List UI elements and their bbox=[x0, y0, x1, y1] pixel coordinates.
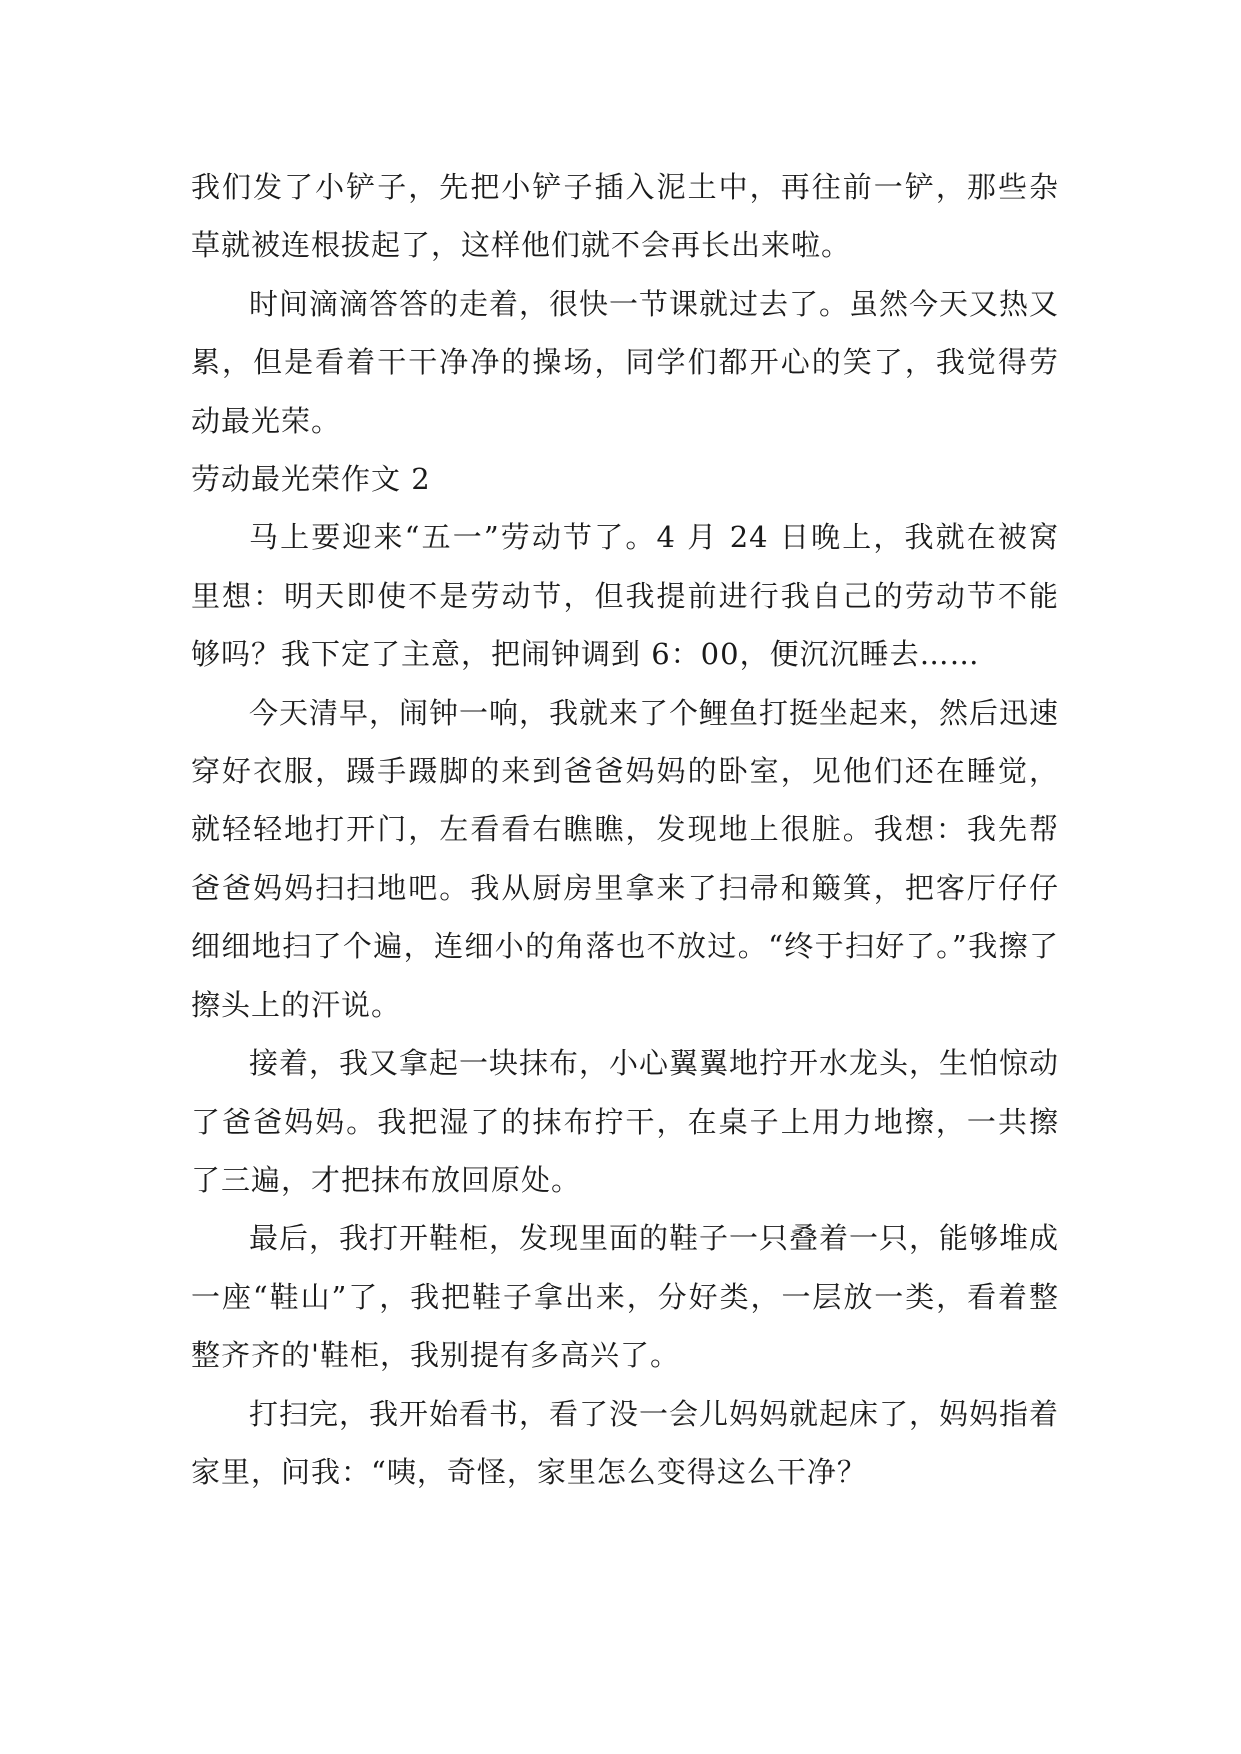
document-body bbox=[191, 158, 1059, 1501]
paragraph: 时间滴滴答答的走着，很快一节课就过去了。虽然今天又热又累，但是看着干干净净的操场，同学们都开心的笑了，我觉得劳动最光荣。 bbox=[191, 286, 1060, 438]
essay-heading: 劳动最光荣作文 2 bbox=[191, 462, 431, 497]
paragraph-continued: 我们发了小铲子，先把小铲子插入泥土中，再往前一铲，那些杂草就被连根拔起了，这样他们就不会再长出来啦。 bbox=[191, 170, 1059, 263]
paragraph: 接着，我又拿起一块抹布，小心翼翼地拧开水龙头，生怕惊动了爸爸妈妈。我把湿了的抹布拧干，在桌子上用力地擦，一共擦了三遍，才把抹布放回原处。 bbox=[191, 1046, 1060, 1197]
paragraph: 今天清早，闹钟一响，我就来了个鲤鱼打挺坐起来，然后迅速穿好衣服，蹑手蹑脚的来到爸爸妈妈的卧室，见他们还在睡觉，就轻轻地打开门，左看看右瞧瞧，发现地上很脏。我想：我先帮爸爸妈妈扫扫地吧。我从厨房里拿来了扫帚和簸箕，把客厅仔仔细细地扫了个遍，连细小的角落也不放过。“终于扫好了。”我擦了擦头上的汗说。 bbox=[191, 695, 1060, 1022]
paragraph: 打扫完，我开始看书，看了没一会儿妈妈就起床了，妈妈指着家里，问我：“咦，奇怪，家里怎么变得这么干净？ bbox=[191, 1396, 1060, 1489]
paragraph: 马上要迎来“五一”劳动节了。4 月 24 日晚上，我就在被窝里想：明天即使不是劳动节，但我提前进行我自己的劳动节不能够吗？我下定了主意，把闹钟调到 6：00，便沉沉睡去…… bbox=[191, 520, 1059, 672]
paragraph: 最后，我打开鞋柜，发现里面的鞋子一只叠着一只，能够堆成一座“鞋山”了，我把鞋子拿出来，分好类，一层放一类，看着整整齐齐的'鞋柜，我别提有多高兴了。 bbox=[191, 1221, 1060, 1373]
